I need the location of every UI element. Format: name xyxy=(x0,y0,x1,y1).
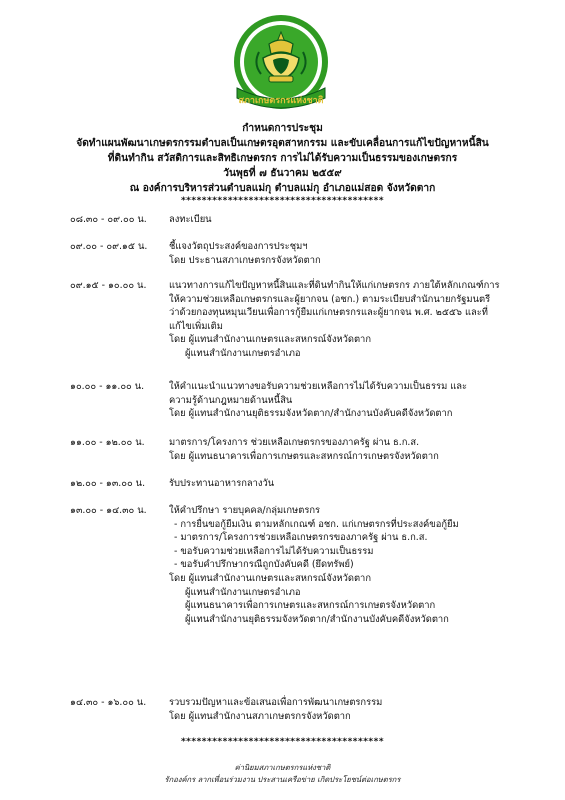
schedule-line: ลงทะเบียน xyxy=(169,214,212,225)
schedule-bullet: - ขอรับคำปรึกษากรณีถูกบังคับคดี (ยึดทรัพย์) xyxy=(174,559,354,571)
schedule-line: โดย ผู้แทนสำนักงานเกษตรและสหกรณ์จังหวัดตาก xyxy=(169,334,371,346)
schedule-line: ให้คำแนะนำแนวทางขอรับความช่วยเหลือการไม่ได้รับความเป็นธรรม และ xyxy=(169,381,468,392)
schedule-line: โดย ผู้แทนสำนักงานยุติธรรมจังหวัดตาก/สำนักงานบังคับคดีจังหวัดตาก xyxy=(169,408,453,420)
schedule-line: ผู้แทนสำนักงานยุติธรรมจังหวัดตาก/สำนักงานบังคับคดีจังหวัดตาก xyxy=(185,613,449,625)
schedule-time: ๑๓.๐๐ - ๑๔.๓๐ น. xyxy=(70,505,147,516)
schedule-line: ความรู้ด้านกฎหมายด้านหนี้สิน xyxy=(169,394,293,406)
schedule-line: โดย ผู้แทนสำนักงานสภาเกษตรกรจังหวัดตาก xyxy=(169,710,351,722)
schedule-line: ชี้แจงวัตถุประสงค์ของการประชุมฯ xyxy=(169,241,308,252)
schedule-line: ผู้แทนธนาคารเพื่อการเกษตรและสหกรณ์การเกษตรจังหวัดตาก xyxy=(185,600,436,612)
schedule-line: ว่าด้วยกองทุนหมุนเวียนเพื่อการกู้ยืมแก่เกษตรกรและผู้ยากจน พ.ศ. ๒๕๕๖ และที่ xyxy=(169,307,488,319)
schedule-line: ผู้แทนสำนักงานเกษตรอำเภอ xyxy=(185,586,301,598)
footer-title: ค่านิยมสภาเกษตรกรแห่งชาติ xyxy=(234,763,331,772)
schedule-line: แก้ไขเพิ่มเติม xyxy=(169,320,223,332)
schedule-bullet: - ขอรับความช่วยเหลือการไม่ได้รับความเป็นธรรม xyxy=(174,545,374,557)
meeting-header xyxy=(0,121,565,196)
schedule-line: โดย ผู้แทนสำนักงานเกษตรและสหกรณ์จังหวัดตาก xyxy=(169,572,371,584)
schedule-time: ๑๒.๐๐ - ๑๓.๐๐ น. xyxy=(70,478,146,489)
divider-bottom: *************************************** xyxy=(180,737,385,747)
schedule-line: โดย ประธานสภาเกษตรกรจังหวัดตาก xyxy=(169,254,321,266)
meeting-subject-line-2: ที่ดินทำกิน สวัสดิการและสิทธิเกษตรกร การไม่ได้รับความเป็นธรรมของเกษตรกร xyxy=(107,153,458,164)
schedule-bullet: - การยื่นขอกู้ยืมเงิน ตามหลักเกณฑ์ อชก. แก่เกษตรกรที่ประสงค์ขอกู้ยืม xyxy=(174,518,459,530)
cooperative-seal-logo xyxy=(233,14,329,110)
schedule-bullet: - มาตรการ/โครงการช่วยเหลือเกษตรกรของภาครัฐ ผ่าน ธ.ก.ส. xyxy=(174,532,428,544)
footer-motto: รักองค์กร ลากเพื่อนร่วมงาน ประสานเครือข่าย เกิดประโยชน์ต่อเกษตรกร xyxy=(164,775,401,784)
footer-values xyxy=(0,762,565,786)
schedule-time: ๐๙.๑๕ - ๑๐.๐๐ น. xyxy=(70,280,147,291)
schedule-line: รวบรวมปัญหาและข้อเสนอเพื่อการพัฒนาเกษตรกรรม xyxy=(169,697,383,708)
meeting-subject-line-1: จัดทำแผนพัฒนาเกษตรกรรมตำบลเป็นเกษตรอุตสาหกรรม และขับเคลื่อนการแก้ไขปัญหาหนี้สิน xyxy=(76,138,489,149)
meeting-venue: ณ องค์การบริหารส่วนตำบลแม่กุ ตำบลแม่กุ อำเภอแม่สอด จังหวัดตาก xyxy=(129,183,436,194)
schedule-time: ๑๑.๐๐ - ๑๒.๐๐ น. xyxy=(70,437,145,448)
meeting-date: วันพุธที่ ๗ ธันวาคม ๒๕๕๙ xyxy=(223,168,342,179)
divider-top: *************************************** xyxy=(180,196,385,206)
meeting-title: กำหนดการประชุม xyxy=(242,123,323,134)
schedule-line: ผู้แทนสำนักงานเกษตรอำเภอ xyxy=(185,347,301,359)
schedule-time: ๐๘.๓๐ - ๐๙.๐๐ น. xyxy=(70,214,147,225)
schedule-time: ๑๔.๓๐ - ๑๖.๐๐ น. xyxy=(70,697,147,708)
svg-text:สภาเกษตรกรแห่งชาติ: สภาเกษตรกรแห่งชาติ xyxy=(238,96,324,106)
schedule-time: ๐๙.๐๐ - ๐๙.๑๕ น. xyxy=(70,241,148,252)
schedule-time: ๑๐.๐๐ - ๑๑.๐๐ น. xyxy=(70,381,145,392)
schedule-line: รับประทานอาหารกลางวัน xyxy=(169,478,275,489)
schedule-line: โดย ผู้แทนธนาคารเพื่อการเกษตรและสหกรณ์การเกษตรจังหวัดตาก xyxy=(169,450,439,462)
schedule-line: ให้ความช่วยเหลือเกษตรกรและผู้ยากจน (อชก.) ตามระเบียบสำนักนายกรัฐมนตรี xyxy=(169,293,491,305)
schedule-line: มาตรการ/โครงการ ช่วยเหลือเกษตรกรของภาครัฐ ผ่าน ธ.ก.ส. xyxy=(169,437,420,448)
schedule-line: ให้คำปรึกษา รายบุคคล/กลุ่มเกษตรกร xyxy=(169,505,321,516)
schedule-line: แนวทางการแก้ไขปัญหาหนี้สินและที่ดินทำกินให้แก่เกษตรกร ภายใต้หลักเกณฑ์การ xyxy=(169,280,500,291)
